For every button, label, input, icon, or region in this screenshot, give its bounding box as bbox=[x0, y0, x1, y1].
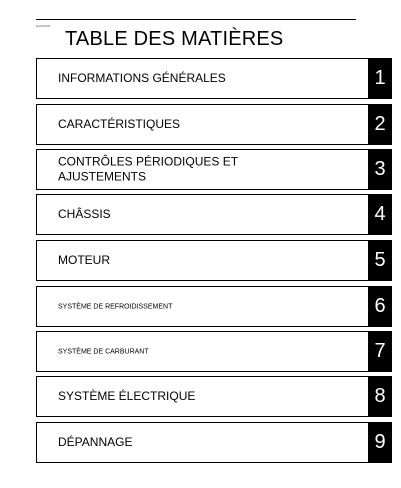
toc-chapter-number: 6 bbox=[368, 286, 392, 327]
toc-entry-label: MOTEUR bbox=[58, 252, 110, 267]
toc-chapter-number: 1 bbox=[368, 58, 392, 99]
toc-entry-label: CONTRÔLES PÉRIODIQUES ET AJUSTEMENTS bbox=[58, 153, 238, 184]
toc-chapter-number: 5 bbox=[368, 240, 392, 281]
toc-entry-chassis[interactable] bbox=[36, 194, 392, 235]
toc-entry-label: CHÂSSIS bbox=[58, 206, 111, 221]
toc-entry-controles-periodiques[interactable] bbox=[36, 149, 392, 190]
toc-entry-caracteristiques[interactable] bbox=[36, 104, 392, 145]
toc-chapter-number: 4 bbox=[368, 194, 392, 235]
toc-entry-systeme-refroidissement[interactable] bbox=[36, 286, 392, 327]
page-title: TABLE DES MATIÈRES bbox=[65, 28, 284, 50]
document-code: EAS10003 bbox=[36, 24, 51, 28]
toc-entry-label: SYSTÈME DE CARBURANT bbox=[58, 347, 149, 355]
toc-chapter-number: 2 bbox=[368, 104, 392, 145]
toc-chapter-number: 8 bbox=[368, 376, 392, 417]
header-rule bbox=[36, 19, 356, 20]
toc-entry-moteur[interactable] bbox=[36, 240, 392, 281]
toc-entry-systeme-carburant[interactable] bbox=[36, 331, 392, 372]
toc-entry-label: SYSTÈME ÉLECTRIQUE bbox=[58, 388, 196, 403]
toc-entry-informations-generales[interactable] bbox=[36, 58, 392, 99]
toc-entry-label: SYSTÈME DE REFROIDISSEMENT bbox=[58, 302, 173, 310]
toc-entry-depannage[interactable] bbox=[36, 422, 392, 463]
toc-chapter-number: 9 bbox=[368, 422, 392, 463]
toc-entry-systeme-electrique[interactable] bbox=[36, 376, 392, 417]
toc-entry-label: DÉPANNAGE bbox=[58, 434, 133, 449]
toc-entry-label: CARACTÉRISTIQUES bbox=[58, 116, 181, 131]
toc-chapter-number: 7 bbox=[368, 331, 392, 372]
toc-chapter-number: 3 bbox=[368, 149, 392, 190]
toc-entry-label: INFORMATIONS GÉNÉRALES bbox=[58, 70, 226, 85]
